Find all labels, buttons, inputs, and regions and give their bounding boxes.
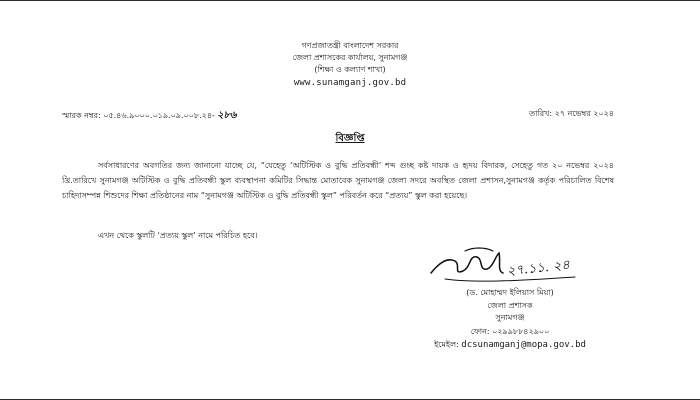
memo-label: স্মারক নম্বর: [62, 111, 101, 120]
signature [425, 243, 595, 285]
government-title: গণপ্রজাতন্ত্রী বাংলাদেশ সরকার [301, 41, 399, 50]
email-link[interactable]: dcsunamganj@mopa.gov.bd [461, 340, 586, 350]
signature-date: ২৭.১১. ২৪ [506, 257, 571, 280]
scan-border-top [0, 0, 700, 1]
office-title: জেলা প্রশাসকের কার্যালয়, সুনামগঞ্জ [292, 53, 408, 62]
signatory-email [395, 340, 625, 350]
memo-handwritten-suffix: ২৮৬ [216, 110, 237, 121]
notice-paragraph-1: সর্বসাধারণের অবগতির জন্য জানানো যাচ্ছে যে, “যেহেতু ‘অটিস্টিক ও বুদ্ধি প্রতিবন্ধী’ শব্দ গুচ্ছ কষ্ট দায়ক ও হৃদয় বিদারক, সেহেতু গত ২০ নভেম্বর ২০২৪ খ্রি.তারিখে সুনামগঞ্জ অটিস্টিক ও বুদ্ধি প্রতিবন্ধী স্কুল ব্যবস্থাপনা কমিটির সিদ্ধান্ত মোতাবেক সুনামগঞ্জ জেলা সদরে অবস্থিত জেলা প্রশাসন,সুনামগঞ্জ কর্তৃক পরিচালিত বিশেষ চাহিদাসম্পন্ন শিশুদের শিক্ষা প্রতিষ্ঠানের নাম “সুনামগঞ্জ অটিস্টিক ও বুদ্ধি প্রতিবন্ধী স্কুল” পরিবর্তন করে “প্রত্যয়” স্কুল করা হয়েছে। [62, 161, 614, 200]
notice-title: বিজ্ঞপ্তি [335, 133, 365, 144]
website-link[interactable]: www.sunamganj.gov.bd [293, 78, 407, 88]
signatory-district: সুনামগঞ্জ [495, 313, 525, 322]
memo-date [529, 108, 614, 121]
memo-number-value: ০৫.৪৬.৯০০০.০১৯.০৯.০০৮.২৪- [103, 111, 215, 120]
signatory-name: (ড. মোহাম্মদ ইলিয়াস মিয়া) [466, 288, 554, 297]
date-label: তারিখ: [529, 109, 553, 118]
branch-title: (শিক্ষা ও কল্যাণ শাখা) [314, 65, 386, 74]
memo-number [62, 108, 236, 125]
signatory-phone: ফোন: ০২৯৯৮৮৪২৯০০ [470, 327, 550, 336]
date-value: ২৭ নভেম্বর ২০২৪ [554, 109, 614, 118]
signatory-designation: জেলা প্রশাসক [487, 301, 533, 310]
notice-paragraph-2: এখন থেকে স্কুলটি ‘প্রত্যয় স্কুল’ নামে পরিচিত হবে। [98, 231, 258, 240]
email-label: ইমেইল: [434, 340, 459, 349]
